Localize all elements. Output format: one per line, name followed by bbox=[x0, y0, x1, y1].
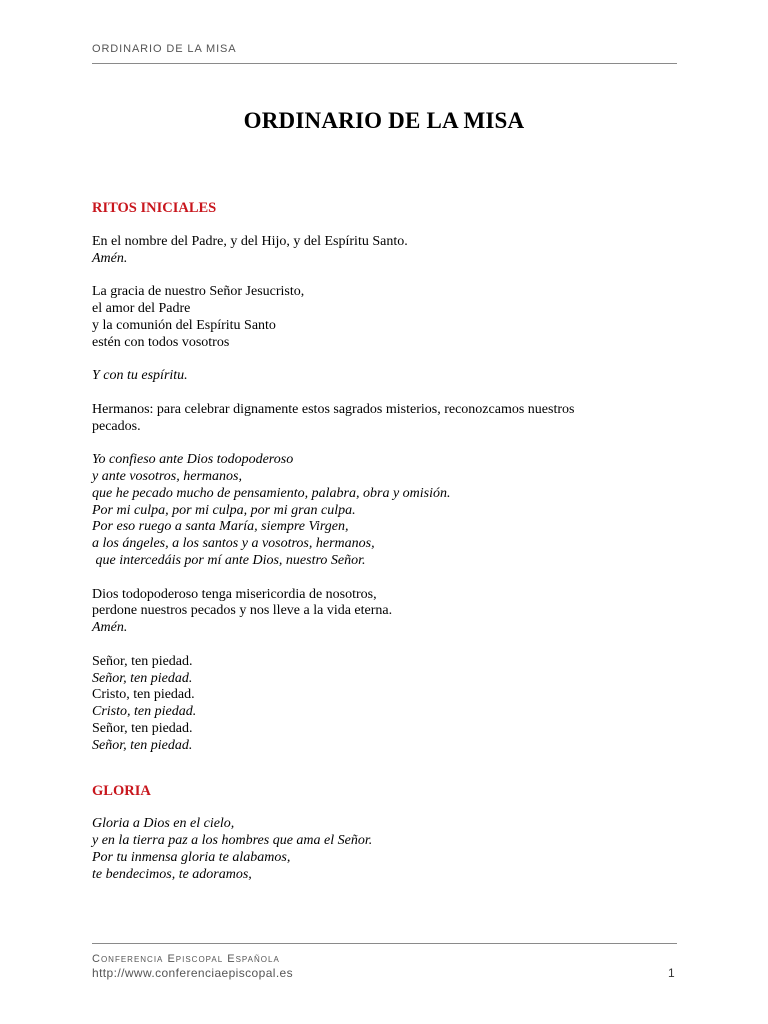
response-line: Amén. bbox=[92, 250, 128, 266]
text-line: En el nombre del Padre, y del Hijo, y del Espíritu Santo. bbox=[92, 233, 408, 249]
text-line: pecados. bbox=[92, 418, 141, 434]
text-line: Cristo, ten piedad. bbox=[92, 687, 195, 703]
paragraph bbox=[92, 816, 682, 883]
response-line: Por eso ruego a santa María, siempre Virgen, bbox=[92, 519, 349, 535]
response-line: Gloria a Dios en el cielo, bbox=[92, 816, 235, 832]
document-body bbox=[92, 200, 682, 883]
paragraph-spacer bbox=[92, 435, 682, 452]
response-line: y ante vosotros, hermanos, bbox=[92, 468, 242, 484]
paragraph bbox=[92, 587, 682, 637]
paragraph bbox=[92, 368, 682, 385]
text-line: Señor, ten piedad. bbox=[92, 720, 193, 736]
text-line: Dios todopoderoso tenga misericordia de nosotros, bbox=[92, 586, 377, 602]
paragraph-spacer bbox=[92, 637, 682, 654]
text-line: perdone nuestros pecados y nos lleve a la vida eterna. bbox=[92, 603, 393, 619]
text-line: Señor, ten piedad. bbox=[92, 653, 193, 669]
section-heading: GLORIA bbox=[92, 782, 151, 799]
response-line: Cristo, ten piedad. bbox=[92, 704, 197, 720]
paragraph-spacer bbox=[92, 351, 682, 368]
response-line: y en la tierra paz a los hombres que ama el Señor. bbox=[92, 833, 373, 849]
paragraph bbox=[92, 654, 682, 755]
response-line: Amén. bbox=[92, 620, 128, 636]
section-spacer bbox=[92, 755, 682, 783]
paragraph bbox=[92, 234, 682, 268]
paragraph bbox=[92, 402, 682, 436]
paragraph-spacer bbox=[92, 217, 682, 234]
paragraph-spacer bbox=[92, 570, 682, 587]
header-divider bbox=[92, 63, 677, 64]
response-line: Y con tu espíritu. bbox=[92, 368, 188, 384]
document-title: ORDINARIO DE LA MISA bbox=[243, 108, 525, 133]
response-line: Por mi culpa, por mi culpa, por mi gran culpa. bbox=[92, 502, 356, 518]
footer-organization: Conferencia Episcopal Española bbox=[92, 953, 280, 965]
paragraph-spacer bbox=[92, 267, 682, 284]
response-line: que intercedáis por mí ante Dios, nuestro Señor. bbox=[92, 552, 366, 568]
text-line: Hermanos: para celebrar dignamente estos sagrados misterios, reconozcamos nuestros bbox=[92, 401, 575, 417]
response-line: que he pecado mucho de pensamiento, palabra, obra y omisión. bbox=[92, 485, 451, 501]
footer-url: http://www.conferenciaepiscopal.es bbox=[92, 966, 294, 980]
text-line: La gracia de nuestro Señor Jesucristo, bbox=[92, 284, 305, 300]
paragraph-spacer bbox=[92, 385, 682, 402]
response-line: Yo confieso ante Dios todopoderoso bbox=[92, 452, 294, 468]
running-header: ORDINARIO DE LA MISA bbox=[92, 43, 237, 55]
response-line: Por tu inmensa gloria te alabamos, bbox=[92, 849, 291, 865]
paragraph bbox=[92, 284, 682, 351]
response-line: Señor, ten piedad. bbox=[92, 670, 193, 686]
text-line: y la comunión del Espíritu Santo bbox=[92, 317, 276, 333]
page-number: 1 bbox=[668, 966, 675, 980]
response-line: Señor, ten piedad. bbox=[92, 737, 193, 753]
response-line: a los ángeles, a los santos y a vosotros, hermanos, bbox=[92, 536, 375, 552]
response-line: te bendecimos, te adoramos, bbox=[92, 866, 252, 882]
footer-divider bbox=[92, 943, 677, 944]
section-heading: RITOS INICIALES bbox=[92, 200, 217, 216]
paragraph-spacer bbox=[92, 800, 682, 817]
text-line: el amor del Padre bbox=[92, 300, 191, 316]
paragraph bbox=[92, 452, 682, 570]
text-line: estén con todos vosotros bbox=[92, 334, 230, 350]
